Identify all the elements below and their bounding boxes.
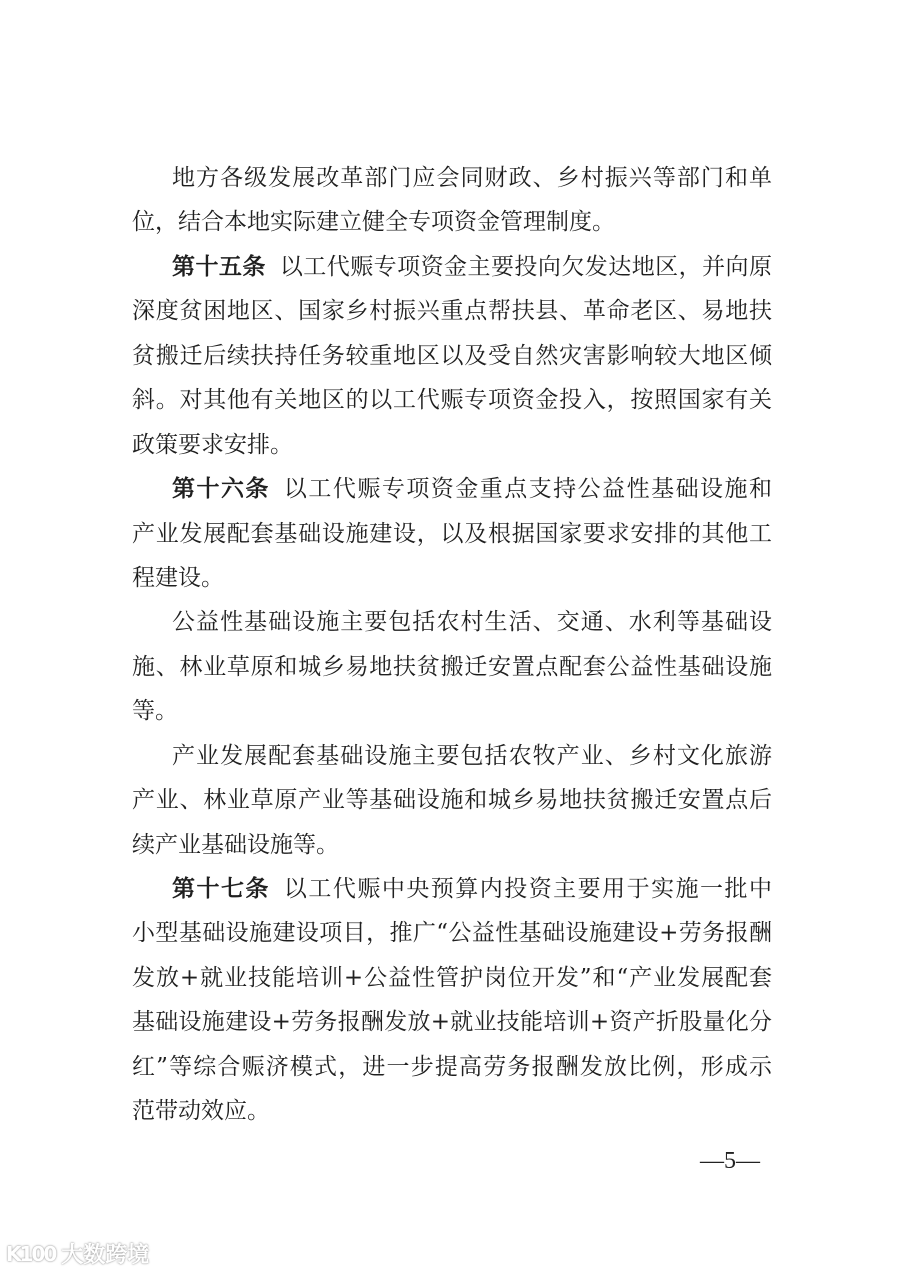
paragraph xyxy=(132,867,772,1134)
line-text: 续产业基础设施等。 xyxy=(132,831,339,858)
line-text: 以工代赈中央预算内投资主要用于实施一批中 xyxy=(283,876,773,902)
line-text: 地方各级发展改革部门应会同财政、乡村振兴等部门和单 xyxy=(172,165,772,191)
paragraph xyxy=(132,734,772,867)
text-line xyxy=(132,600,772,644)
text-line xyxy=(132,467,772,511)
watermark-logo: K100 xyxy=(6,1241,56,1266)
line-text: 以工代赈专项资金主要投向欠发达地区，并向原 xyxy=(279,253,773,280)
text-line xyxy=(132,1045,772,1089)
line-text: 红”等综合赈济模式，进一步提高劳务报酬发放比例，形成示 xyxy=(132,1053,772,1080)
line-text: 发放+就业技能培训+公益性管护岗位开发”和“产业发展配套 xyxy=(132,964,772,991)
text-line xyxy=(132,200,772,244)
text-line xyxy=(132,289,772,333)
text-line xyxy=(132,645,772,689)
text-line xyxy=(132,1089,772,1133)
line-text: 以工代赈专项资金重点支持公益性基础设施和 xyxy=(283,476,773,503)
text-line xyxy=(132,334,772,378)
watermark xyxy=(6,1238,149,1269)
article-heading: 第十七条 xyxy=(172,876,270,902)
line-text: 等。 xyxy=(132,698,178,725)
line-text: 斜。对其他有关地区的以工代赈专项资金投入，按照国家有关 xyxy=(132,387,772,414)
text-line xyxy=(132,378,772,422)
line-text: 深度贫困地区、国家乡村振兴重点帮扶县、革命老区、易地扶 xyxy=(132,298,772,325)
line-text: 产业发展配套基础设施主要包括农牧产业、乡村文化旅游 xyxy=(172,742,772,769)
text-line xyxy=(132,734,772,778)
line-text: 施、林业草原和城乡易地扶贫搬迁安置点配套公益性基础设施 xyxy=(132,653,772,680)
text-line xyxy=(132,512,772,556)
text-line xyxy=(132,245,772,289)
line-text: 产业、林业草原产业等基础设施和城乡易地扶贫搬迁安置点后 xyxy=(132,787,772,814)
text-line xyxy=(132,823,772,867)
text-line xyxy=(132,911,772,955)
line-text: 程建设。 xyxy=(132,564,224,591)
text-line xyxy=(132,867,772,911)
article-heading: 第十六条 xyxy=(172,476,270,503)
line-text: 位，结合本地实际建立健全专项资金管理制度。 xyxy=(132,209,615,236)
line-text: 公益性基础设施主要包括农村生活、交通、水利等基础设 xyxy=(172,609,772,636)
line-text: 政策要求安排。 xyxy=(132,431,293,458)
paragraph xyxy=(132,600,772,733)
text-line xyxy=(132,956,772,1000)
document-body xyxy=(132,156,772,1134)
text-line xyxy=(132,556,772,600)
paragraph xyxy=(132,245,772,467)
line-text: 产业发展配套基础设施建设，以及根据国家要求安排的其他工 xyxy=(132,520,772,547)
article-heading: 第十五条 xyxy=(172,253,266,280)
page-number: —5— xyxy=(700,1148,760,1174)
text-line xyxy=(132,778,772,822)
text-line xyxy=(132,689,772,733)
text-line xyxy=(132,1000,772,1044)
line-text: 基础设施建设+劳务报酬发放+就业技能培训+资产折股量化分 xyxy=(132,1009,772,1036)
line-text: 范带动效应。 xyxy=(132,1098,270,1125)
watermark-text: 大数跨境 xyxy=(61,1243,150,1268)
line-text: 贫搬迁后续扶持任务较重地区以及受自然灾害影响较大地区倾 xyxy=(132,342,772,369)
text-line xyxy=(132,423,772,467)
line-text: 小型基础设施建设项目，推广“公益性基础设施建设+劳务报酬 xyxy=(132,920,772,947)
text-line xyxy=(132,156,772,200)
paragraph xyxy=(132,467,772,600)
paragraph xyxy=(132,156,772,245)
